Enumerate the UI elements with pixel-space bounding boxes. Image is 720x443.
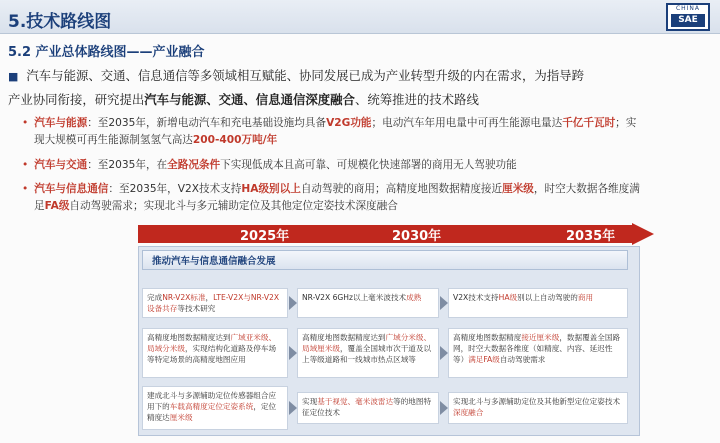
bullet-highlight: 厘米级 — [502, 183, 534, 195]
year-2035: 2035年 — [566, 229, 616, 244]
dot-icon: • — [22, 117, 29, 129]
cell-highlight: 商用 — [577, 293, 594, 302]
dot-icon: • — [22, 183, 29, 195]
banner-label: 推动汽车与信息通信融合发展 — [152, 256, 276, 267]
chevron-right-icon — [289, 296, 297, 310]
cell-text: ， — [205, 293, 214, 302]
cell-text: V2X技术支持 — [453, 293, 499, 302]
cell-highlight: 成熟 — [406, 293, 422, 302]
roadmap-cell — [297, 288, 439, 318]
cell-highlight: 广域亚米级、局域分米级 — [147, 333, 277, 353]
roadmap-cell — [142, 328, 288, 378]
intro-line-2b: 汽车与能源、交通、信息通信深度融合 — [144, 92, 355, 107]
chevron-right-icon — [289, 346, 297, 360]
section-subtitle: 5.2 产业总体路线图——产业融合 — [8, 45, 205, 60]
bullet-highlight: HA级别以上 — [241, 183, 301, 195]
bullet-label: 汽车与交通 — [34, 159, 88, 171]
cell-text: 等的地图特征定位技术 — [302, 397, 432, 417]
cell-text: 高精度地图数据精度达到 — [147, 333, 231, 342]
cell-text: 实现北斗与多源辅助定位及其他新型定位定姿技术 — [453, 397, 621, 406]
intro-paragraph — [8, 64, 708, 111]
bullet-text: ：至2035年，在 — [87, 159, 168, 171]
cell-text: 自动驾驶需求 — [499, 355, 546, 364]
cell-highlight: HA级 — [498, 293, 518, 302]
logo-text-bottom: SAE — [671, 14, 705, 27]
cell-text: 实现 — [302, 397, 318, 406]
page-title: 5.技术路线图 — [8, 12, 112, 32]
cell-text: 完成 — [147, 293, 163, 302]
bullet-text: 足 — [34, 200, 45, 212]
roadmap-cell — [448, 328, 628, 378]
bullet-highlight: V2G功能 — [326, 117, 372, 129]
roadmap-cell — [297, 392, 439, 424]
intro-line-2a: 产业协同衔接，研究提出 — [8, 92, 145, 107]
cell-text: ，覆盖全国城市次干道及以上等级道路和一线城市热点区域等 — [302, 344, 432, 364]
square-bullet-icon: ■ — [8, 70, 19, 83]
bullet-text: ：至2035年，新增电动汽车和充电基础设施均具备 — [87, 117, 327, 129]
cell-text: ，实现结构化道路及停车场等特定场景的高精度地图应用 — [147, 344, 277, 364]
cell-text: NR-V2X 6GHz以上毫米波技术 — [302, 293, 407, 302]
cell-highlight: 广域分米级、局域厘米级 — [302, 333, 432, 353]
bullet-text: ：至2035年，V2X技术支持 — [108, 183, 242, 195]
bullet-highlight: 全路况条件 — [167, 159, 221, 171]
chevron-right-icon — [440, 401, 448, 415]
intro-line-1: 汽车与能源、交通、信息通信等多领域相互赋能、协同发展已成为产业转型升级的内在需求，为指导跨 — [26, 68, 584, 83]
bullet-highlight: 千亿千瓦时 — [562, 117, 616, 129]
bullet-text: 自动驾驶需求；实现北斗与多元辅助定位及其他定位定姿技术深度融合 — [69, 200, 398, 212]
bullet-highlight: FA级 — [44, 200, 70, 212]
cell-highlight: LTE-V2X与NR-V2X设备共存 — [147, 293, 280, 313]
intro-line-2c: 、统筹推进的技术路线 — [354, 92, 479, 107]
roadmap-cell — [142, 386, 288, 430]
cell-highlight: 满足FA级 — [468, 355, 500, 364]
bullet-label: 汽车与信息通信 — [34, 183, 109, 195]
cell-highlight: 厘米级 — [169, 413, 193, 422]
roadmap-cell — [297, 328, 439, 378]
bullet-text: 下实现低成本且高可靠、可规模化快速部署的商用无人驾驶功能 — [220, 159, 517, 171]
cell-text: ，定位精度达 — [147, 402, 277, 422]
cell-text: 建成北斗与多源辅助定位传感器组合应用下的 — [147, 391, 277, 411]
bullet-text: 现大规模可再生能源制氢氢气高达 — [34, 134, 193, 146]
chevron-right-icon — [440, 346, 448, 360]
cell-highlight: 基于视觉、毫米波雷达 — [317, 397, 394, 406]
bullet-label: 汽车与能源 — [34, 117, 88, 129]
cell-highlight: NR-V2X标准 — [162, 293, 206, 302]
cell-text: ，数据覆盖全国路网，时空大数据各维度（如精度、内容、延迟性等） — [453, 333, 621, 364]
bullet-text: ；实 — [615, 117, 637, 129]
chevron-right-icon — [289, 401, 297, 415]
bullet-text: 自动驾驶的商用；高精度地图数据精度接近 — [300, 183, 503, 195]
roadmap-cell — [448, 288, 628, 318]
cell-text: 高精度地图数据精度达到 — [302, 333, 386, 342]
bullet-text: ；电动汽车年用电量中可再生能源电量达 — [371, 117, 563, 129]
china-sae-logo — [666, 3, 710, 31]
bullet-ict — [22, 181, 710, 215]
cell-text: 等技术研究 — [177, 304, 216, 313]
dot-icon: • — [22, 159, 29, 171]
bullet-text: ，时空大数据各维度满 — [533, 183, 640, 195]
cell-text: 别以上自动驾驶的 — [517, 293, 578, 302]
bullet-energy — [22, 115, 710, 149]
cell-highlight: 深度融合 — [453, 408, 484, 417]
bullet-highlight: 200-400万吨/年 — [192, 134, 278, 146]
logo-text-top: CHINA — [675, 5, 701, 12]
cell-text: 高精度地图数据精度 — [453, 333, 522, 342]
roadmap-cell — [448, 392, 628, 424]
cell-highlight: 接近厘米级 — [521, 333, 560, 342]
chevron-right-icon — [440, 296, 448, 310]
bullet-transport — [22, 157, 710, 174]
cell-highlight: 车载高精度定位定姿系统 — [169, 402, 254, 411]
roadmap-cell — [142, 288, 288, 318]
year-2025: 2025年 — [240, 229, 290, 244]
year-2030: 2030年 — [392, 229, 442, 244]
